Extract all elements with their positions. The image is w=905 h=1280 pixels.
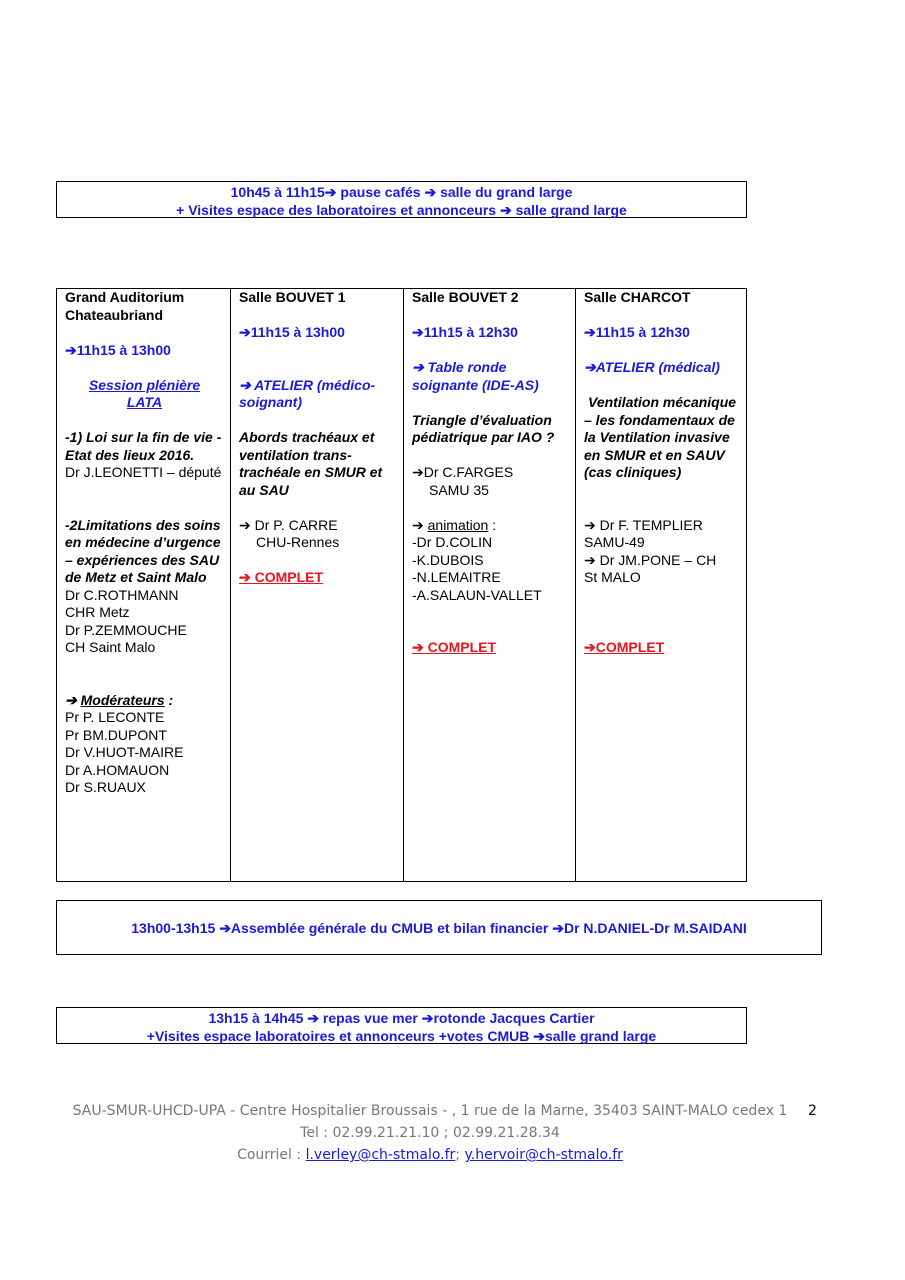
session-time: ➔11h15 à 12h30 <box>412 324 518 340</box>
talk1-speaker: Dr J.LEONETTI – député <box>65 464 222 480</box>
speaker: ➔ Dr F. TEMPLIER <box>584 516 703 533</box>
animator: -A.SALAUN-VALLET <box>412 586 542 603</box>
speaker: ➔ Dr P. CARRE <box>239 516 338 533</box>
session-time: ➔11h15 à 13h00 <box>239 324 345 340</box>
moderators-label: Modérateurs <box>80 691 165 708</box>
page-number: 2 <box>808 1103 817 1119</box>
column-bouvet-2 <box>403 289 575 881</box>
mail-separator: ; <box>455 1147 461 1163</box>
speaker-affiliation: SAMU-49 <box>584 534 645 550</box>
footer-address: SAU-SMUR-UHCD-UPA - Centre Hospitalier Broussais - , 1 rue de la Marne, 35403 SAINT-MALO cedex 1 <box>72 1103 788 1119</box>
arrow-icon: ➔ <box>412 516 428 533</box>
session-time: ➔11h15 à 13h00 <box>65 341 171 358</box>
page-footer <box>60 1100 800 1166</box>
moderator: Dr S.RUAUX <box>65 779 146 795</box>
moderators-heading: ➔ Modérateurs : <box>65 691 174 708</box>
speaker: ➔Dr C.FARGES <box>412 464 514 480</box>
speaker-affiliation: St MALO <box>584 569 641 585</box>
program-table <box>56 288 747 882</box>
talk2-speaker: Dr P.ZEMMOUCHE <box>65 621 187 638</box>
animator: -Dr D.COLIN <box>412 534 493 550</box>
session-title: Session plénière LATA <box>88 376 201 410</box>
moderator: Dr A.HOMAUON <box>65 761 170 778</box>
session-type: ➔ ATELIER (médico-soignant) <box>239 376 376 410</box>
pause-line1: 10h45 à 11h15➔ pause cafés ➔ salle du grand large <box>230 184 573 200</box>
status-complet: ➔ COMPLET <box>412 639 497 655</box>
lunch-box <box>56 1007 747 1044</box>
talk2-title: -2Limitations des soins en médecine d’urgence – expériences des SAU de Metz et Saint Malo <box>65 516 221 585</box>
room-name: Salle CHARCOT <box>584 289 691 305</box>
session-title: Abords trachéaux et ventilation trans-trachéale en SMUR et au SAU <box>239 429 383 498</box>
mail-label: Courriel : <box>237 1147 306 1163</box>
session-title: Triangle d’évaluation pédiatrique par IAO ? <box>412 411 555 445</box>
room-name: Grand Auditorium Chateaubriand <box>65 289 185 323</box>
column-charcot <box>575 289 746 881</box>
session-type: ➔ Table ronde soignante (IDE-AS) <box>412 359 539 393</box>
talk2-speaker: Dr C.ROTHMANN <box>65 586 179 603</box>
animation-heading: ➔ animation : <box>412 516 497 533</box>
column-bouvet-1 <box>230 289 403 881</box>
lunch-line2: +Visites espace laboratoires et annonceurs +votes CMUB ➔salle grand large <box>146 1028 657 1044</box>
moderator: Dr V.HUOT-MAIRE <box>65 744 184 760</box>
email-link-hervoir[interactable]: y.hervoir@ch-stmalo.fr <box>464 1147 623 1163</box>
arrow-icon: ➔ <box>65 691 81 708</box>
speaker: ➔ Dr JM.PONE – CH <box>584 551 717 568</box>
animator: -K.DUBOIS <box>412 551 484 568</box>
pause-box <box>56 181 747 218</box>
talk2-speaker: CH Saint Malo <box>65 639 156 655</box>
session-title: Ventilation mécanique – les fondamentaux de la Ventilation invasive en SMUR et en SAUV (cas cliniques) <box>584 394 737 480</box>
lunch-line1: 13h15 à 14h45 ➔ repas vue mer ➔rotonde Jacques Cartier <box>208 1010 595 1026</box>
room-name: Salle BOUVET 2 <box>412 289 519 305</box>
animation-label: animation <box>427 516 489 533</box>
speaker-affiliation: SAMU 35 <box>429 481 489 498</box>
animator: -N.LEMAITRE <box>412 569 501 585</box>
speaker-affiliation: CHU-Rennes <box>256 534 340 550</box>
assembly-box <box>56 900 822 955</box>
pause-line2: + Visites espace des laboratoires et annonceurs ➔ salle grand large <box>176 202 627 218</box>
session-type: ➔ATELIER (médical) <box>584 359 720 375</box>
status-complet: ➔ COMPLET <box>239 569 324 585</box>
email-link-verley[interactable]: l.verley@ch-stmalo.fr <box>305 1147 456 1163</box>
talk2-speaker: CHR Metz <box>65 604 130 620</box>
talk1-title: -1) Loi sur la fin de vie - Etat des lieux 2016. <box>65 429 222 463</box>
column-grand-auditorium <box>57 289 230 881</box>
moderator: Pr P. LECONTE <box>65 709 165 725</box>
session-time: ➔11h15 à 12h30 <box>584 324 690 340</box>
room-name: Salle BOUVET 1 <box>239 289 346 305</box>
assembly-text: 13h00-13h15 ➔Assemblée générale du CMUB et bilan financier ➔Dr N.DANIEL-Dr M.SAIDANI <box>131 920 747 936</box>
footer-mail <box>60 1144 800 1166</box>
moderator: Pr BM.DUPONT <box>65 726 167 743</box>
footer-phone: Tel : 02.99.21.21.10 ; 02.99.21.28.34 <box>300 1125 560 1141</box>
status-complet: ➔COMPLET <box>584 639 665 655</box>
